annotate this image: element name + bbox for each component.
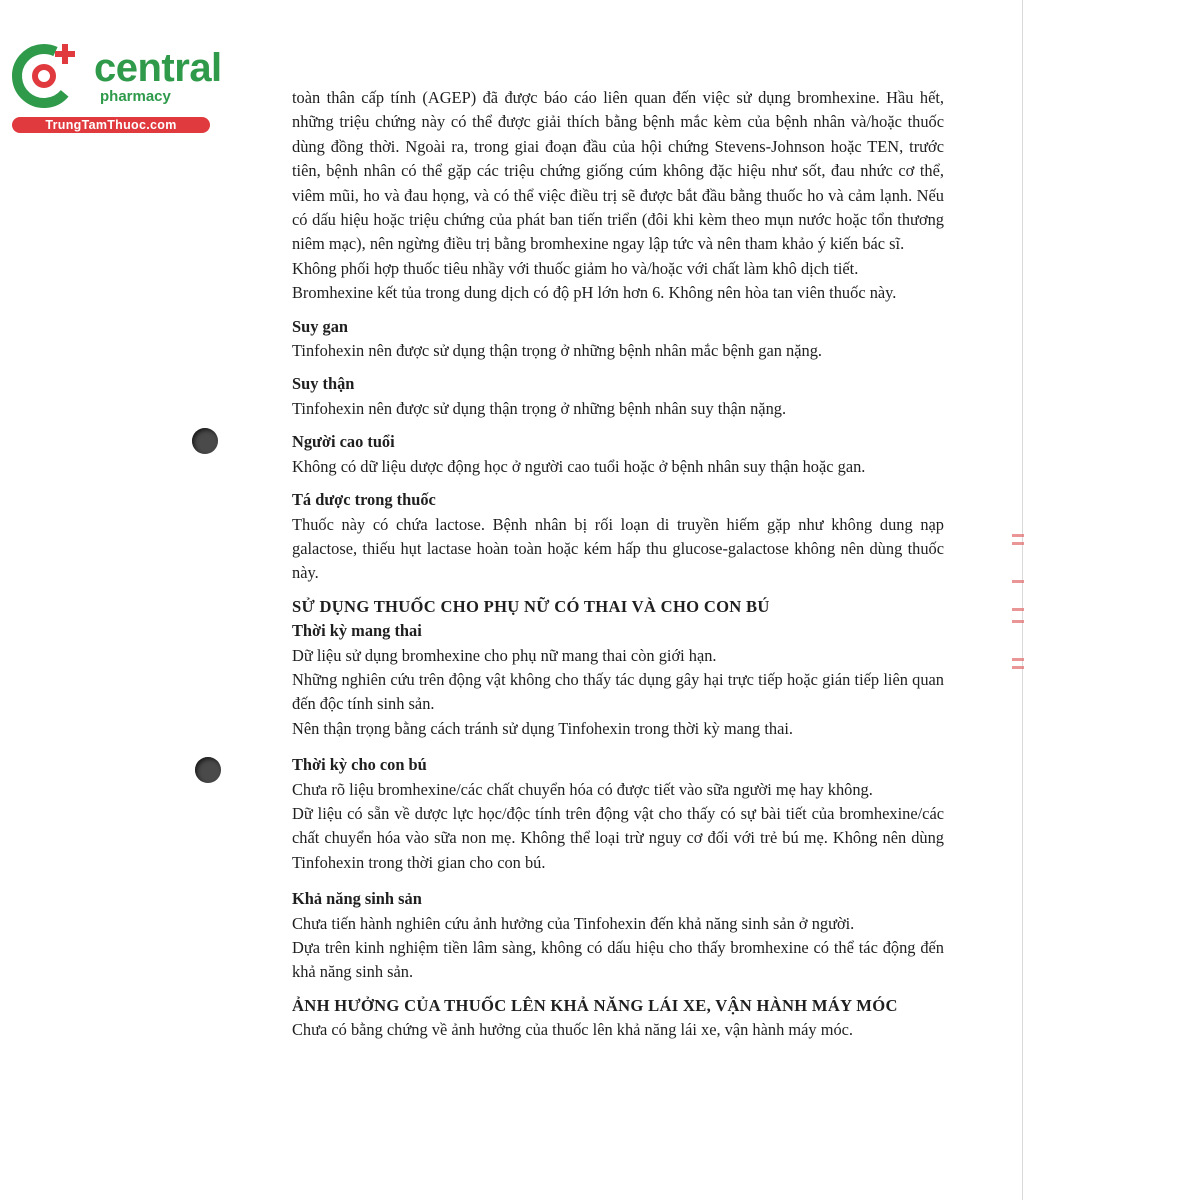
heading-mang-thai: Thời kỳ mang thai bbox=[292, 621, 422, 641]
intro-paragraph: Bromhexine kết tủa trong dung dịch có độ pH lớn hơn 6. Không nên hòa tan viên thuốc này. bbox=[292, 283, 897, 303]
pharmacy-cross-icon bbox=[10, 38, 90, 118]
heading-pregnancy-section: SỬ DỤNG THUỐC CHO PHỤ NỮ CÓ THAI VÀ CHO CON BÚ bbox=[292, 596, 770, 616]
heading-nguoi-cao-tuoi: Người cao tuổi bbox=[292, 432, 395, 452]
heading-cho-con-bu: Thời kỳ cho con bú bbox=[292, 755, 427, 775]
text-mang-thai: Nên thận trọng bằng cách tránh sử dụng Tinfohexin trong thời kỳ mang thai. bbox=[292, 718, 794, 738]
heading-driving-section: ẢNH HƯỞNG CỦA THUỐC LÊN KHẢ NĂNG LÁI XE, VẬN HÀNH MÁY MÓC bbox=[292, 995, 898, 1015]
text-ta-duoc: Thuốc này có chứa lactose. Bệnh nhân bị rối loạn di truyền hiếm gặp như không dung nạp galactose, thiếu hụt lactase hoàn toàn hoặc kém hấp thu glucose-galactose không nên dùng thuốc này. bbox=[292, 514, 944, 583]
page-margin-right bbox=[1023, 0, 1200, 1200]
intro-paragraph: Không phối hợp thuốc tiêu nhầy với thuốc giảm ho và/hoặc với chất làm khô dịch tiết. bbox=[292, 258, 859, 278]
text-mang-thai: Những nghiên cứu trên động vật không cho thấy tác dụng gây hại trực tiếp hoặc gián tiếp liên quan đến độc tính sinh sản. bbox=[292, 669, 944, 714]
heading-ta-duoc: Tá dược trong thuốc bbox=[292, 490, 436, 510]
intro-paragraph: toàn thân cấp tính (AGEP) đã được báo cáo liên quan đến việc sử dụng bromhexine. Hầu hết, những triệu chứng này có thể được giải thích bằng bệnh mắc kèm của bệnh nhân và/hoặc thuốc dùng đồng thời. Ngoài ra, trong giai đoạn đầu của hội chứng Stevens-Johnson hoặc TEN, trước tiên, bệnh nhân có thể gặp các triệu chứng giống cúm không đặc hiệu như sốt, đau nhức cơ thể, viêm mũi, ho và đau họng, và có thể việc điều trị sẽ được bắt đầu bằng thuốc ho và cảm lạnh. Nếu có dấu hiệu hoặc triệu chứng của phát ban tiến triển (đôi khi kèm theo mụn nước hoặc tổn thương niêm mạc), nên ngừng điều trị bằng bromhexine ngay lập tức và nên tham khảo ý kiến bác sĩ. bbox=[292, 88, 944, 254]
text-sinh-san: Chưa tiến hành nghiên cứu ảnh hưởng của Tinfohexin đến khả năng sinh sản ở người. bbox=[292, 913, 855, 933]
text-mang-thai: Dữ liệu sử dụng bromhexine cho phụ nữ mang thai còn giới hạn. bbox=[292, 645, 717, 665]
punch-hole-top bbox=[192, 428, 218, 454]
text-sinh-san: Dựa trên kinh nghiệm tiền lâm sàng, không có dấu hiệu cho thấy bromhexine có thể tác động đến khả năng sinh sản. bbox=[292, 938, 944, 982]
logo-name: central bbox=[94, 46, 222, 90]
heading-suy-gan: Suy gan bbox=[292, 316, 349, 336]
heading-sinh-san: Khả năng sinh sản bbox=[292, 889, 422, 909]
heading-suy-than: Suy thận bbox=[292, 374, 355, 394]
text-suy-gan: Tinfohexin nên được sử dụng thận trọng ở những bệnh nhân mắc bệnh gan nặng. bbox=[292, 341, 823, 361]
text-cho-con-bu: Chưa rõ liệu bromhexine/các chất chuyển hóa có được tiết vào sữa người mẹ hay không. bbox=[292, 779, 873, 799]
logo-website: TrungTamThuoc.com bbox=[12, 117, 210, 133]
central-pharmacy-logo bbox=[10, 38, 222, 138]
red-stamp-edge bbox=[1008, 520, 1028, 680]
logo-subtitle: pharmacy bbox=[100, 88, 171, 105]
document-body bbox=[292, 86, 944, 1043]
text-cho-con-bu: Dữ liệu có sẵn về dược lực học/độc tính trên động vật cho thấy có sự bài tiết của bromhexine/các chất chuyển hóa vào sữa non mẹ. Không thể loại trừ nguy cơ đối với trẻ bú mẹ. Không nên dùng Tinfohexin trong thời gian cho con bú. bbox=[292, 803, 944, 872]
text-nguoi-cao-tuoi: Không có dữ liệu dược động học ở người cao tuổi hoặc ở bệnh nhân suy thận hoặc gan. bbox=[292, 456, 866, 476]
text-suy-than: Tinfohexin nên được sử dụng thận trọng ở những bệnh nhân suy thận nặng. bbox=[292, 398, 787, 418]
text-driving-section: Chưa có bằng chứng về ảnh hưởng của thuốc lên khả năng lái xe, vận hành máy móc. bbox=[292, 1020, 854, 1040]
punch-hole-bottom bbox=[195, 757, 221, 783]
